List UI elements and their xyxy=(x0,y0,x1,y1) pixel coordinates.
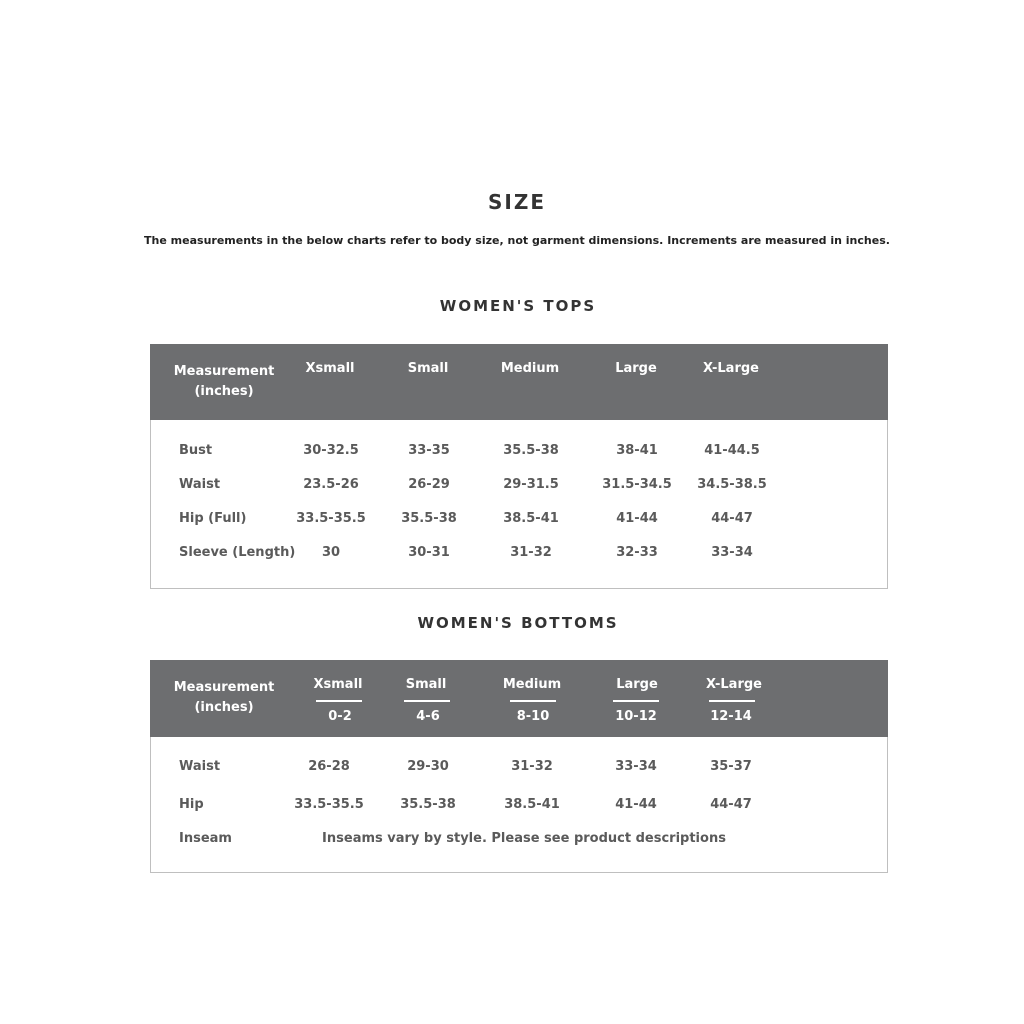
table-cell: 38.5-41 xyxy=(503,511,559,526)
bottoms-row-hip-label: Hip xyxy=(179,797,204,812)
table-cell: 41-44 xyxy=(615,797,657,812)
tops-header-small: Small xyxy=(407,361,449,376)
bottoms-measurement-unit: (inches) xyxy=(194,700,254,715)
header-divider xyxy=(613,700,659,702)
table-cell: 33.5-35.5 xyxy=(294,797,364,812)
table-cell: 33-35 xyxy=(408,443,450,458)
table-cell: 41-44.5 xyxy=(704,443,760,458)
table-cell: 30-32.5 xyxy=(303,443,359,458)
table-cell: 33.5-35.5 xyxy=(296,511,366,526)
table-cell: 29-30 xyxy=(407,759,449,774)
tops-table-header xyxy=(150,344,888,420)
tops-row-sleeve-label: Sleeve (Length) xyxy=(179,545,296,560)
bottoms-row-inseam-label: Inseam xyxy=(179,831,232,846)
bottoms-header-xsmall-numeric: 0-2 xyxy=(328,709,352,724)
tops-size-table xyxy=(150,344,888,589)
tops-section-title: WOMEN'S TOPS xyxy=(439,297,597,315)
table-cell: 31-32 xyxy=(511,759,553,774)
table-cell: 44-47 xyxy=(711,511,753,526)
table-cell: 35.5-38 xyxy=(401,511,457,526)
bottoms-header-xlarge-numeric: 12-14 xyxy=(710,709,752,724)
tops-header-xsmall: Xsmall xyxy=(305,361,355,376)
tops-measurement-header xyxy=(172,362,276,402)
page-title: SIZE xyxy=(487,190,546,214)
header-divider xyxy=(316,700,362,702)
table-cell: 30 xyxy=(321,545,341,560)
table-cell: 32-33 xyxy=(616,545,658,560)
table-cell: 38.5-41 xyxy=(504,797,560,812)
table-cell: 29-31.5 xyxy=(503,477,559,492)
bottoms-header-xlarge: X-Large xyxy=(706,677,762,692)
bottoms-section-title: WOMEN'S BOTTOMS xyxy=(417,614,619,632)
bottoms-size-table xyxy=(150,660,888,873)
table-cell: 35.5-38 xyxy=(400,797,456,812)
table-cell: 31.5-34.5 xyxy=(602,477,672,492)
table-cell: 38-41 xyxy=(616,443,658,458)
table-cell: 26-29 xyxy=(408,477,450,492)
bottoms-header-xsmall: Xsmall xyxy=(313,677,363,692)
bottoms-measurement-label: Measurement xyxy=(173,680,275,695)
table-cell: 31-32 xyxy=(510,545,552,560)
tops-row-bust-label: Bust xyxy=(179,443,213,458)
tops-measurement-label: Measurement xyxy=(173,364,275,379)
bottoms-header-small: Small xyxy=(405,677,447,692)
table-cell: 33-34 xyxy=(711,545,753,560)
tops-row-hip-label: Hip (Full) xyxy=(179,511,247,526)
table-cell: 35-37 xyxy=(710,759,752,774)
bottoms-header-large-numeric: 10-12 xyxy=(615,709,657,724)
inseam-note: Inseams vary by style. Please see product descriptions xyxy=(322,831,726,846)
bottoms-measurement-header xyxy=(172,678,276,718)
tops-header-large: Large xyxy=(615,361,657,376)
tops-measurement-unit: (inches) xyxy=(194,384,254,399)
tops-header-medium: Medium xyxy=(500,361,560,376)
table-cell: 44-47 xyxy=(710,797,752,812)
table-cell: 41-44 xyxy=(616,511,658,526)
table-cell: 30-31 xyxy=(408,545,450,560)
intro-text: The measurements in the below charts refer to body size, not garment dimensions. Increments are measured in inches. xyxy=(144,234,890,247)
table-cell: 26-28 xyxy=(308,759,350,774)
bottoms-header-medium: Medium xyxy=(502,677,562,692)
table-cell: 23.5-26 xyxy=(303,477,359,492)
table-cell: 35.5-38 xyxy=(503,443,559,458)
tops-header-xlarge: X-Large xyxy=(703,361,759,376)
bottoms-row-waist-label: Waist xyxy=(179,759,221,774)
bottoms-header-small-numeric: 4-6 xyxy=(416,709,440,724)
bottoms-header-medium-numeric: 8-10 xyxy=(516,709,550,724)
table-cell: 33-34 xyxy=(615,759,657,774)
table-cell: 34.5-38.5 xyxy=(697,477,767,492)
header-divider xyxy=(404,700,450,702)
bottoms-table-header xyxy=(150,660,888,737)
bottoms-header-large: Large xyxy=(616,677,658,692)
tops-row-waist-label: Waist xyxy=(179,477,221,492)
header-divider xyxy=(510,700,556,702)
header-divider xyxy=(709,700,755,702)
